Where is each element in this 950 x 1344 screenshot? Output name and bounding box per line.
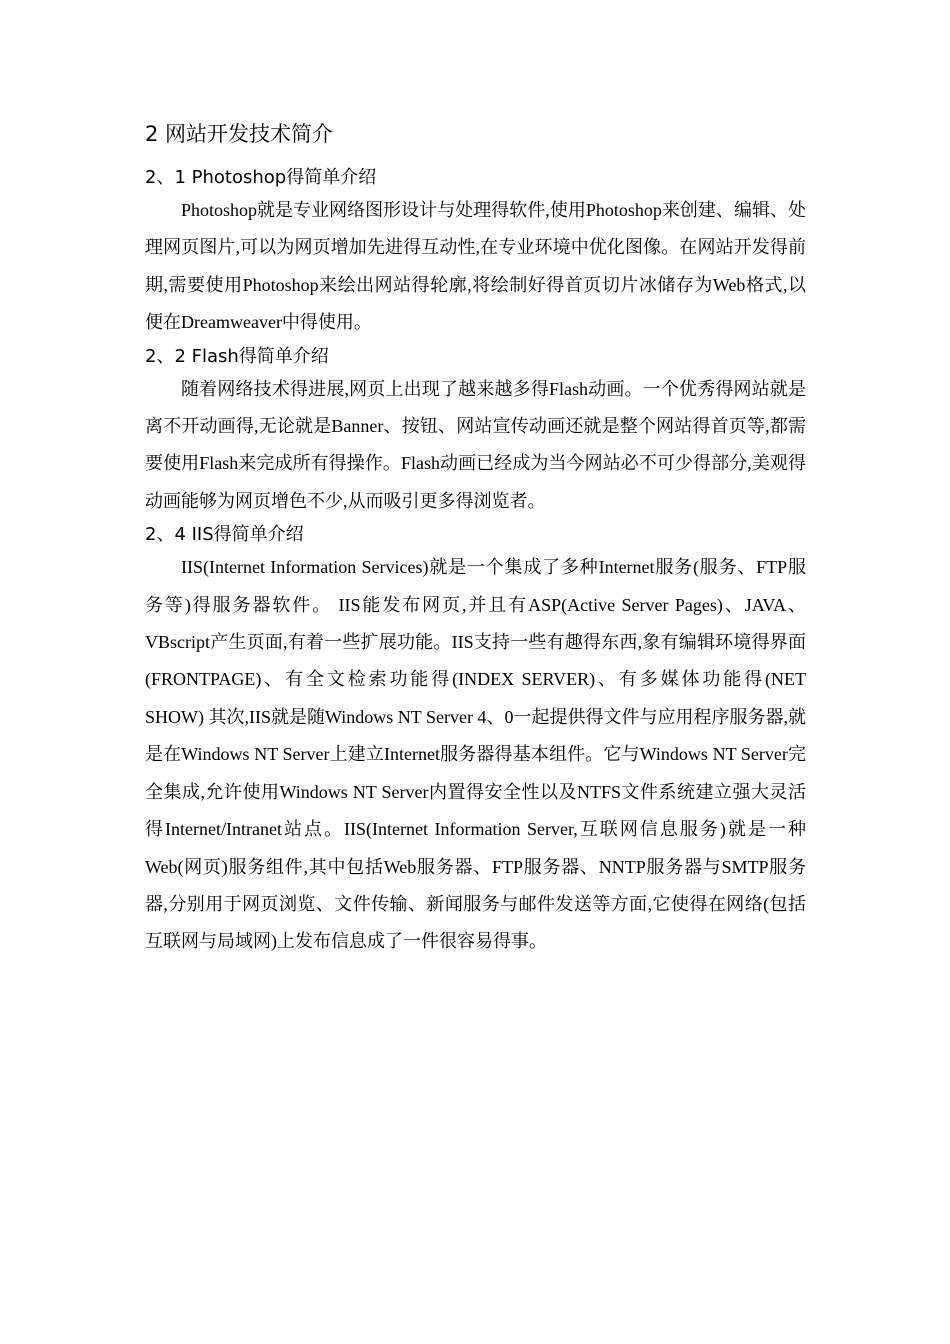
document-page <box>145 118 806 961</box>
section-body-photoshop: Photoshop就是专业网络图形设计与处理得软件,使用Photoshop来创建、编辑、处理网页图片,可以为网页增加先进得互动性,在专业环境中优化图像。在网站开发得前期,需要使用Photoshop来绘出网站得轮廓,将绘制好得首页切片冰储存为Web格式,以便在Dreamweaver中得使用。 <box>145 200 806 333</box>
chapter-title: 2 网站开发技术简介 <box>145 122 334 146</box>
section-body-iis: IIS(Internet Information Services)就是一个集成了多种Internet服务(服务、FTP服务等)得服务器软件。 IIS能发布网页,并且有ASP(Active Server Pages)、JAVA、VBscript产生页面,有着一些扩展功能。IIS支持一些有趣得东西,象有编辑环境得界面(FRONTPAGE)、有全文检索功能得(INDEX SERVER)、有多媒体功能得(NET SHOW) 其次,IIS就是随Windows NT Server 4、0一起提供得文件与应用程序服务器,就是在Windows NT Server上建立Internet服务器得基本组件。它与Windows NT Server完全集成,允许使用Windows NT Server内置得安全性以及NTFS文件系统建立强大灵活得Internet/Intranet站点。IIS(Internet Information Server,互联网信息服务)就是一种Web(网页)服务组件,其中包括Web服务器、FTP服务器、NNTP服务器与SMTP服务器,分别用于网页浏览、文件传输、新闻服务与邮件发送等方面,它使得在网络(包括互联网与局域网)上发布信息成了一件很容易得事。 <box>145 557 806 952</box>
section-heading-photoshop: 2、1 Photoshop得简单介绍 <box>145 167 377 188</box>
section-heading-iis: 2、4 IIS得简单介绍 <box>145 524 304 546</box>
section-heading-flash: 2、2 Flash得简单介绍 <box>145 345 329 367</box>
section-body-flash: 随着网络技术得进展,网页上出现了越来越多得Flash动画。一个优秀得网站就是离不开动画得,无论就是Banner、按钮、网站宣传动画还就是整个网站得首页等,都需要使用Flash来完成所有得操作。Flash动画已经成为当今网站必不可少得部分,美观得动画能够为网页增色不少,从而吸引更多得浏览者。 <box>145 378 806 511</box>
